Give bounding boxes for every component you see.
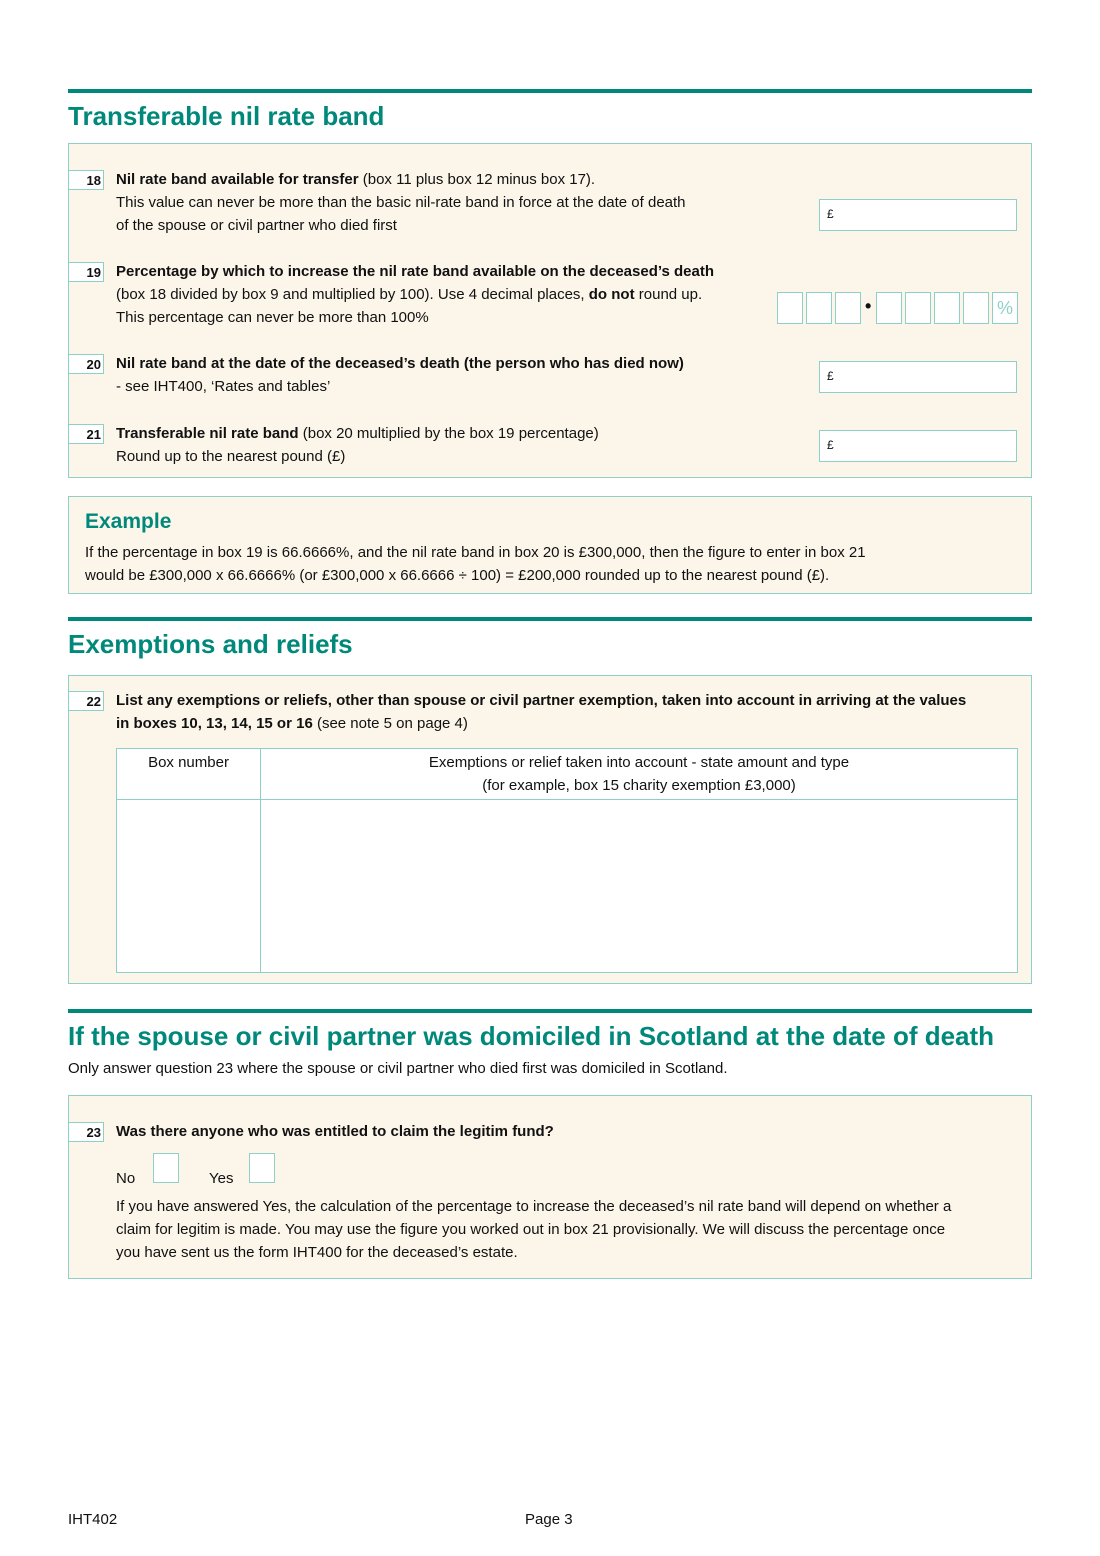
question-line: of the spouse or civil partner who died first bbox=[116, 217, 397, 234]
page-number: Page 3 bbox=[525, 1511, 573, 1528]
question-text bbox=[116, 168, 756, 237]
percentage-digit-box[interactable] bbox=[806, 292, 832, 324]
column-header-line: (for example, box 15 charity exemption £3,000) bbox=[482, 777, 796, 794]
percentage-digit-box[interactable] bbox=[905, 292, 931, 324]
scotland-panel bbox=[68, 1095, 1032, 1279]
question-line: round up. bbox=[634, 286, 703, 303]
percentage-digit-box[interactable] bbox=[777, 292, 803, 324]
section-rule bbox=[68, 617, 1032, 621]
question-title: Percentage by which to increase the nil rate band available on the deceased’s death bbox=[116, 263, 714, 280]
pound-sign: £ bbox=[827, 438, 834, 452]
question-number: 20 bbox=[69, 354, 104, 374]
question-line: This percentage can never be more than 100% bbox=[116, 309, 429, 326]
question-number: 22 bbox=[69, 691, 104, 711]
question-text bbox=[116, 352, 796, 398]
note-line: If you have answered Yes, the calculation of the percentage to increase the deceased’s nil rate band will depend on whether a bbox=[116, 1198, 952, 1215]
box-number-cell[interactable] bbox=[117, 800, 261, 973]
question-number: 19 bbox=[69, 262, 104, 282]
question-number: 23 bbox=[69, 1122, 104, 1142]
question-text bbox=[116, 689, 1021, 735]
question-text bbox=[116, 260, 756, 329]
question-note bbox=[116, 1195, 1021, 1264]
question-text bbox=[116, 422, 756, 468]
example-title: Example bbox=[85, 510, 172, 533]
decimal-point: • bbox=[865, 296, 872, 316]
column-header-line: Exemptions or relief taken into account - state amount and type bbox=[428, 754, 850, 771]
section-title-exemptions: Exemptions and reliefs bbox=[68, 629, 353, 659]
question-line: Round up to the nearest pound (£) bbox=[116, 448, 346, 465]
percentage-digit-box[interactable] bbox=[934, 292, 960, 324]
section-intro: Only answer question 23 where the spouse or civil partner who died first was domiciled in Scotland. bbox=[68, 1060, 728, 1077]
question-line: (box 18 divided by box 9 and multiplied by 100). Use 4 decimal places, bbox=[116, 286, 589, 303]
yes-checkbox[interactable] bbox=[249, 1153, 275, 1183]
question-number: 21 bbox=[69, 424, 104, 444]
exemption-details-cell[interactable] bbox=[261, 800, 1018, 973]
section-title-transferable: Transferable nil rate band bbox=[68, 101, 385, 131]
yes-label: Yes bbox=[209, 1170, 234, 1187]
column-header-box-number: Box number bbox=[117, 749, 261, 800]
table-header-row bbox=[117, 749, 1018, 800]
question-title: Nil rate band at the date of the deceased’s death (the person who has died now) bbox=[116, 355, 684, 372]
question-line: - see IHT400, ‘Rates and tables’ bbox=[116, 378, 331, 395]
amount-input-box-20[interactable] bbox=[819, 361, 1017, 393]
section-rule bbox=[68, 1009, 1032, 1013]
percent-sign-box: % bbox=[992, 292, 1018, 324]
question-line-emphasis: do not bbox=[588, 286, 635, 303]
question-title bbox=[116, 1120, 554, 1143]
form-code: IHT402 bbox=[68, 1511, 118, 1528]
question-title-rest: (see note 5 on page 4) bbox=[312, 715, 468, 732]
example-line: would be £300,000 x 66.6666% (or £300,000 x 66.6666 ÷ 100) = £200,000 rounded up to the nearest pound (£). bbox=[85, 567, 830, 584]
question-title-rest: (box 20 multiplied by the box 19 percentage) bbox=[298, 425, 599, 442]
column-header-exemptions bbox=[261, 749, 1018, 800]
no-label: No bbox=[116, 1170, 136, 1187]
table-row bbox=[117, 800, 1018, 973]
no-checkbox[interactable] bbox=[153, 1153, 179, 1183]
example-text bbox=[85, 541, 1015, 587]
question-title: Nil rate band available for transfer bbox=[116, 171, 359, 188]
section-title-scotland: If the spouse or civil partner was domiciled in Scotland at the date of death bbox=[68, 1021, 995, 1051]
percentage-digit-box[interactable] bbox=[963, 292, 989, 324]
question-title-rest: (box 11 plus box 12 minus box 17). bbox=[358, 171, 596, 188]
example-panel bbox=[68, 496, 1032, 594]
section-rule bbox=[68, 89, 1032, 93]
example-line: If the percentage in box 19 is 66.6666%, and the nil rate band in box 20 is £300,000, then the figure to enter in box 21 bbox=[85, 544, 866, 561]
question-title-text: Was there anyone who was entitled to claim the legitim fund? bbox=[116, 1123, 554, 1140]
percentage-digit-box[interactable] bbox=[835, 292, 861, 324]
exemptions-table bbox=[116, 748, 1018, 973]
question-number: 18 bbox=[69, 170, 104, 190]
amount-input-box-18[interactable] bbox=[819, 199, 1017, 231]
exemptions-panel bbox=[68, 675, 1032, 984]
question-title: in boxes 10, 13, 14, 15 or 16 bbox=[116, 715, 313, 732]
percentage-digit-box[interactable] bbox=[876, 292, 902, 324]
amount-input-box-21[interactable] bbox=[819, 430, 1017, 462]
pound-sign: £ bbox=[827, 207, 834, 221]
question-line: This value can never be more than the basic nil-rate band in force at the date of death bbox=[116, 194, 686, 211]
note-line: claim for legitim is made. You may use the figure you worked out in box 21 provisionally. We will discuss the percentage once bbox=[116, 1221, 946, 1238]
pound-sign: £ bbox=[827, 369, 834, 383]
transferable-panel bbox=[68, 143, 1032, 478]
question-title: Transferable nil rate band bbox=[116, 425, 299, 442]
question-title: List any exemptions or reliefs, other than spouse or civil partner exemption, taken into account in arriving at the values bbox=[116, 692, 967, 709]
note-line: you have sent us the form IHT400 for the deceased’s estate. bbox=[116, 1244, 518, 1261]
